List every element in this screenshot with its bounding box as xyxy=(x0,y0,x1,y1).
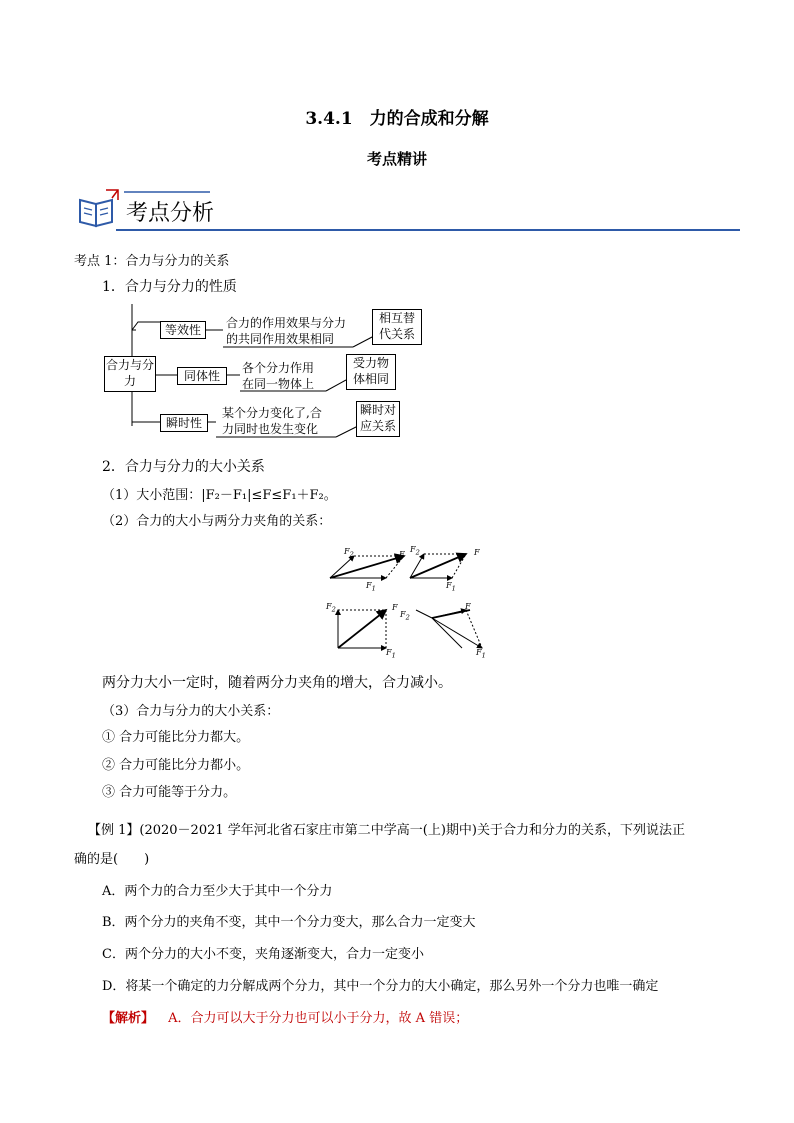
label-f1-d2: $F_1$ xyxy=(446,581,456,593)
s3-item-2: ② 合力可能比分力都小。 xyxy=(102,758,250,773)
branch-instantaneous-desc-2: 力同时也发生变化 xyxy=(222,422,319,436)
analysis-label: 【解析】 xyxy=(102,1011,155,1026)
label-f-d2: F xyxy=(474,548,480,557)
vector-diagrams xyxy=(320,540,500,664)
analysis-text: A．合力可以大于分力也可以小于分力，故 A 错误； xyxy=(168,1011,469,1026)
label-f-d1: F xyxy=(399,550,405,559)
s3-item-1: ① 合力可能比分力都大。 xyxy=(102,730,250,745)
parallelogram-right-angle xyxy=(338,610,386,648)
option-d: D．将某一个确定的力分解成两个分力，其中一个分力的大小确定，那么另外一个分力也唯一确定 xyxy=(102,979,659,994)
magnitude-range: （1）大小范围：|F₂－F₁|≤F≤F₁＋F₂。 xyxy=(102,488,337,503)
branch-instantaneous: 瞬时性 xyxy=(160,414,208,432)
section-3-title: （3）合力与分力的大小关系： xyxy=(102,704,280,719)
example-line-2: 确的是( ) xyxy=(74,852,150,867)
label-f2-d4: $F_2$ xyxy=(400,610,410,622)
angle-relation: （2）合力的大小与两分力夹角的关系： xyxy=(102,514,332,529)
page-subtitle: 考点精讲 xyxy=(366,150,427,168)
branch-same-body-desc-2: 在同一物体上 xyxy=(242,377,315,391)
analysis-line xyxy=(102,1007,468,1026)
note-instantaneous: 瞬时对 应关系 xyxy=(356,401,400,437)
section-1-title: 1．合力与分力的性质 xyxy=(102,279,237,295)
branch-same-body: 同体性 xyxy=(177,367,227,385)
branch-instantaneous-desc-1: 某个分力变化了,合 xyxy=(222,406,322,420)
option-b: B．两个分力的夹角不变，其中一个分力变大，那么合力一定变大 xyxy=(102,915,476,930)
option-a: A．两个力的合力至少大于其中一个分力 xyxy=(102,884,333,899)
label-f-d3: F xyxy=(392,603,398,612)
label-f2-d3: $F_2$ xyxy=(326,602,336,614)
example-line-1: 【例 1】(2020－2021 学年河北省石家庄市第二中学高一(上)期中)关于合力和分力的关系，下列说法正 xyxy=(88,823,685,838)
branch-equivalence-desc-1: 合力的作用效果与分力 xyxy=(226,316,347,330)
branch-equivalence: 等效性 xyxy=(160,321,206,339)
banner-title: 考点分析 xyxy=(126,201,215,226)
kaodian-heading: 考点 1：合力与分力的关系 xyxy=(74,254,230,269)
diagram-root: 合力与分力 xyxy=(104,356,156,392)
section-2-title: 2．合力与分力的大小关系 xyxy=(102,459,265,475)
parallelogram-medium-angle xyxy=(410,554,466,578)
branch-equivalence-desc-2: 的共同作用效果相同 xyxy=(226,332,335,346)
open-book-icon xyxy=(80,190,118,226)
note-same-body: 受力物 体相同 xyxy=(346,354,396,390)
branch-same-body-desc-1: 各个分力作用 xyxy=(242,361,315,375)
conclusion: 两分力大小一定时，随着两分力夹角的增大，合力减小。 xyxy=(102,675,452,691)
parallelogram-obtuse-angle xyxy=(416,610,482,648)
label-f1-d1: $F_1$ xyxy=(366,581,376,593)
label-f1-d3: $F_1$ xyxy=(386,648,396,660)
s3-item-3: ③ 合力可能等于分力。 xyxy=(102,785,237,800)
parallelogram-small-angle xyxy=(330,556,404,578)
label-f2-d2: $F_2$ xyxy=(410,545,420,557)
option-c: C．两个分力的大小不变，夹角逐渐变大，合力一定变小 xyxy=(102,947,424,962)
label-f-d4: F xyxy=(465,602,471,611)
page-title: 3.4.1 力的合成和分解 xyxy=(305,109,489,129)
note-equivalence: 相互替 代关系 xyxy=(372,309,422,345)
label-f1-d4: $F_1$ xyxy=(476,648,486,660)
label-f2-d1: $F_2$ xyxy=(344,547,354,559)
